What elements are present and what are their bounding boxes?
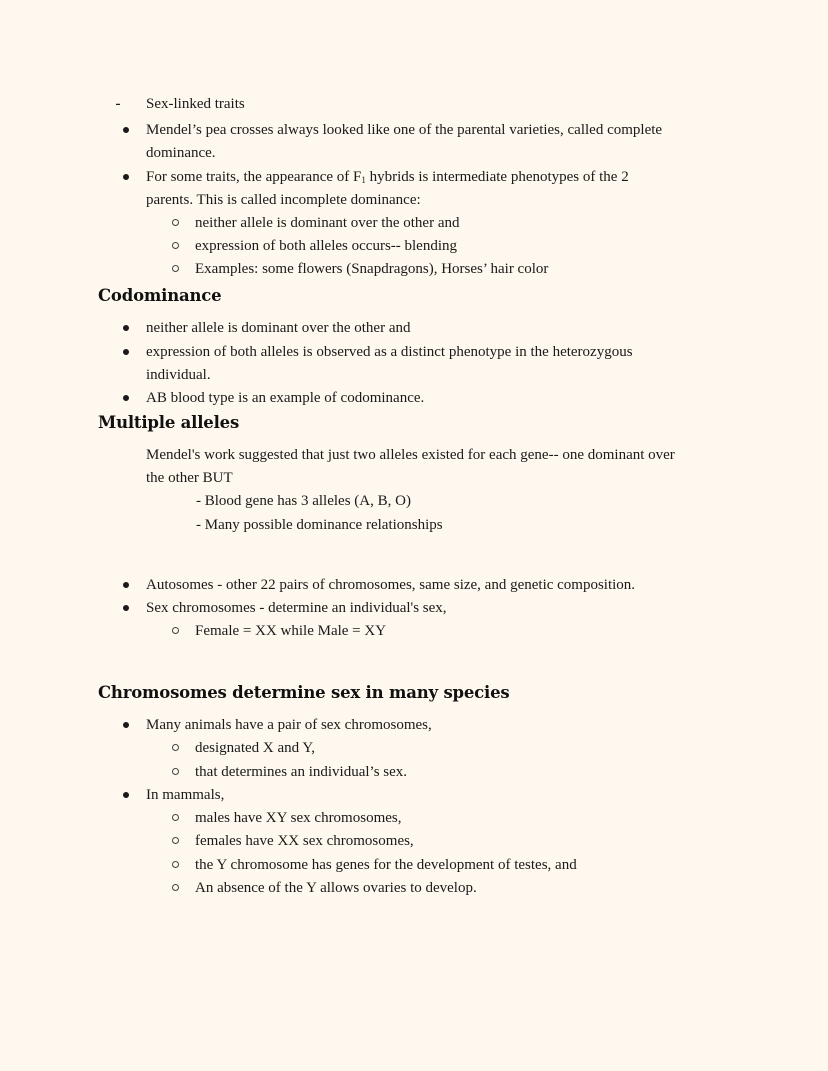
paragraph-line: the other BUT (146, 470, 233, 486)
text-segment: hybrids is intermediate phenotypes of the 2 (365, 169, 629, 185)
sub-list-item: males have XY sex chromosomes, (195, 810, 402, 826)
paragraph-line: Mendel's work suggested that just two alleles existed for each gene-- one dominant over (146, 447, 675, 463)
circle-bullet-icon (169, 761, 181, 784)
bullet-icon (120, 387, 132, 410)
heading-chromosomes-determine-sex: Chromosomes determine sex in many species (98, 683, 510, 702)
list-item: neither allele is dominant over the other and (146, 320, 411, 336)
list-item-autosomes: Autosomes - other 22 pairs of chromosomes, same size, and genetic composition. (146, 577, 636, 593)
circle-bullet-icon (169, 877, 181, 900)
dash-item: - Blood gene has 3 alleles (A, B, O) (196, 493, 411, 509)
sub-list-item: the Y chromosome has genes for the development of testes, and (195, 857, 577, 873)
list-item-continuation: dominance. (146, 145, 216, 161)
circle-bullet-icon (169, 830, 181, 853)
bullet-icon (120, 119, 132, 142)
heading-codominance: Codominance (98, 286, 222, 305)
dash-item: - Many possible dominance relationships (196, 517, 443, 533)
heading-multiple-alleles: Multiple alleles (98, 413, 240, 432)
circle-bullet-icon (169, 620, 181, 643)
text-segment: For some traits, the appearance of F (146, 169, 362, 185)
sub-list-item: neither allele is dominant over the other and (195, 215, 460, 231)
sub-list-item: An absence of the Y allows ovaries to develop. (195, 880, 477, 896)
list-item: In mammals, (146, 787, 225, 803)
bullet-icon (120, 341, 132, 364)
circle-bullet-icon (169, 807, 181, 830)
bullet-icon (120, 317, 132, 340)
bullet-icon (120, 597, 132, 620)
list-item: Many animals have a pair of sex chromosomes, (146, 717, 432, 733)
bullet-icon (120, 574, 132, 597)
list-item-sex-linked-traits: Sex-linked traits (146, 96, 245, 112)
dash-marker: - (115, 96, 121, 112)
list-item-incomplete-dominance (146, 166, 629, 189)
sub-list-item: females have XX sex chromosomes, (195, 833, 414, 849)
circle-bullet-icon (169, 212, 181, 235)
sub-list-item: designated X and Y, (195, 740, 315, 756)
list-item: Mendel’s pea crosses always looked like one of the parental varieties, called complete (146, 122, 663, 138)
list-item: AB blood type is an example of codominance. (146, 390, 425, 406)
sub-list-item: expression of both alleles occurs-- blending (195, 238, 458, 254)
sub-list-item: Female = XX while Male = XY (195, 623, 387, 639)
list-item: expression of both alleles is observed as a distinct phenotype in the heterozygous (146, 344, 633, 360)
bullet-icon (120, 714, 132, 737)
list-item-sex-chromosomes: Sex chromosomes - determine an individual's sex, (146, 600, 447, 616)
sub-list-item: Examples: some flowers (Snapdragons), Horses’ hair color (195, 261, 549, 277)
circle-bullet-icon (169, 258, 181, 281)
bullet-icon (120, 784, 132, 807)
bullet-icon (120, 166, 132, 189)
sub-list-item: that determines an individual’s sex. (195, 764, 408, 780)
list-item-continuation: parents. This is called incomplete dominance: (146, 192, 421, 208)
circle-bullet-icon (169, 854, 181, 877)
list-item-continuation: individual. (146, 367, 211, 383)
circle-bullet-icon (169, 737, 181, 760)
subscript: 1 (361, 175, 366, 185)
circle-bullet-icon (169, 235, 181, 258)
